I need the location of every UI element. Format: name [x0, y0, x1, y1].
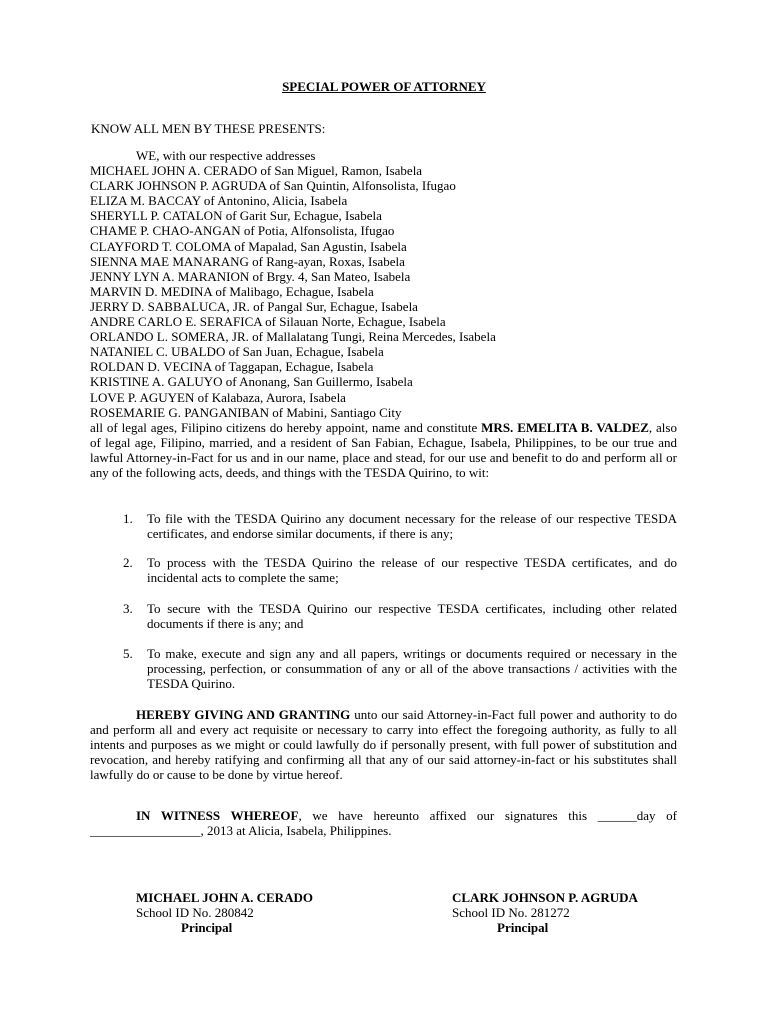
person-line: CHAME P. CHAO-ANGAN of Potia, Alfonsolista, Ifugao — [90, 223, 395, 239]
appointment-text-after: , also of legal age, Filipino, married, and a resident of San Fabian, Echague, Isabela, Philippines, to be our true and lawful Attorney-in-Fact for us and in our name, place and stead, for our use and benefit to do and perform all or any of the following acts, deeds, and things with the TESDA Quirino, to wit: — [90, 419, 677, 480]
list-number: 2. — [123, 555, 133, 570]
list-text: To make, execute and sign any and all papers, writings or documents required or necessary in the processing, perfection, or consummation of any or all of the above transactions / activities with the TESDA Quirino. — [147, 646, 677, 692]
person-line: MICHAEL JOHN A. CERADO of San Miguel, Ramon, Isabela — [90, 163, 423, 179]
granting-lead: HEREBY GIVING AND GRANTING — [136, 707, 351, 722]
appointment-text-before: all of legal ages, Filipino citizens do hereby appoint, name and constitute — [90, 419, 482, 435]
signatory-role: Principal — [181, 920, 233, 936]
person-line: LOVE P. AGUYEN of Kalabaza, Aurora, Isabela — [90, 389, 346, 405]
signatory-role: Principal — [497, 920, 549, 936]
list-text: To file with the TESDA Quirino any document necessary for the release of our respective TESDA certificates, and endorse similar documents, if there is any; — [147, 511, 677, 542]
witness-text: , we have hereunto affixed our signatures this ______day of _________________, 2013 at Alicia, Isabela, Philippines. — [90, 808, 677, 839]
person-line: CLARK JOHNSON P. AGRUDA of San Quintin, Alfonsolista, Ifugao — [90, 178, 456, 194]
list-number: 1. — [123, 511, 133, 526]
list-text: To secure with the TESDA Quirino our respective TESDA certificates, including other related documents if there is any; and — [147, 601, 677, 632]
signatory-school-id: School ID No. 280842 — [136, 905, 254, 921]
person-line: NATANIEL C. UBALDO of San Juan, Echague, Isabela — [90, 344, 384, 360]
person-line: ROSEMARIE G. PANGANIBAN of Mabini, Santiago City — [90, 404, 402, 420]
granting-paragraph — [90, 707, 677, 782]
person-line: ROLDAN D. VECINA of Taggapan, Echague, Isabela — [90, 359, 374, 375]
person-line: SIENNA MAE MANARANG of Rang-ayan, Roxas, Isabela — [90, 253, 405, 269]
list-number: 5. — [123, 646, 133, 661]
witness-lead: IN WITNESS WHEREOF — [136, 808, 299, 823]
appointment-paragraph — [90, 420, 677, 480]
person-line: JERRY D. SABBALUCA, JR. of Pangal Sur, Echague, Isabela — [90, 298, 418, 314]
signatory-block — [452, 890, 638, 935]
person-line: KRISTINE A. GALUYO of Anonang, San Guillermo, Isabela — [90, 374, 413, 390]
person-line: ELIZA M. BACCAY of Antonino, Alicia, Isabela — [90, 193, 348, 209]
witness-paragraph — [90, 808, 677, 838]
granting-text: unto our said Attorney-in-Fact full power and authority to do and perform all and every act requisite or necessary to carry into effect the foregoing authority, as fully to all intents and purposes as we might or could lawfully do if personally present, with full power of substitution and revocation, and hereby ratifying and confirming all that any of our said attorney-in-fact or his substitutes shall lawfully do or cause to be done by virtue hereof. — [90, 707, 677, 783]
attorney-name: MRS. EMELITA B. VALDEZ — [481, 419, 649, 435]
list-text: To process with the TESDA Quirino the release of our respective TESDA certificates, and do incidental acts to complete the same; — [147, 555, 677, 586]
person-line: SHERYLL P. CATALON of Garit Sur, Echague, Isabela — [90, 208, 382, 224]
person-line: ANDRE CARLO E. SERAFICA of Silauan Norte, Echague, Isabela — [90, 314, 446, 330]
person-line: CLAYFORD T. COLOMA of Mapalad, San Agustin, Isabela — [90, 238, 407, 254]
signatory-name: MICHAEL JOHN A. CERADO — [136, 890, 313, 905]
person-line: JENNY LYN A. MARANION of Brgy. 4, San Mateo, Isabela — [90, 268, 411, 284]
document-title: SPECIAL POWER OF ATTORNEY — [282, 79, 486, 94]
person-line: ORLANDO L. SOMERA, JR. of Mallalatang Tungi, Reina Mercedes, Isabela — [90, 329, 496, 345]
person-line: MARVIN D. MEDINA of Malibago, Echague, Isabela — [90, 283, 374, 299]
signatory-school-id: School ID No. 281272 — [452, 905, 570, 921]
list-number: 3. — [123, 601, 133, 616]
principals-block — [90, 148, 677, 480]
signatory-block — [136, 890, 313, 935]
intro-line: KNOW ALL MEN BY THESE PRESENTS: — [91, 121, 326, 136]
signatory-name: CLARK JOHNSON P. AGRUDA — [452, 890, 638, 905]
we-line: WE, with our respective addresses — [136, 148, 316, 163]
